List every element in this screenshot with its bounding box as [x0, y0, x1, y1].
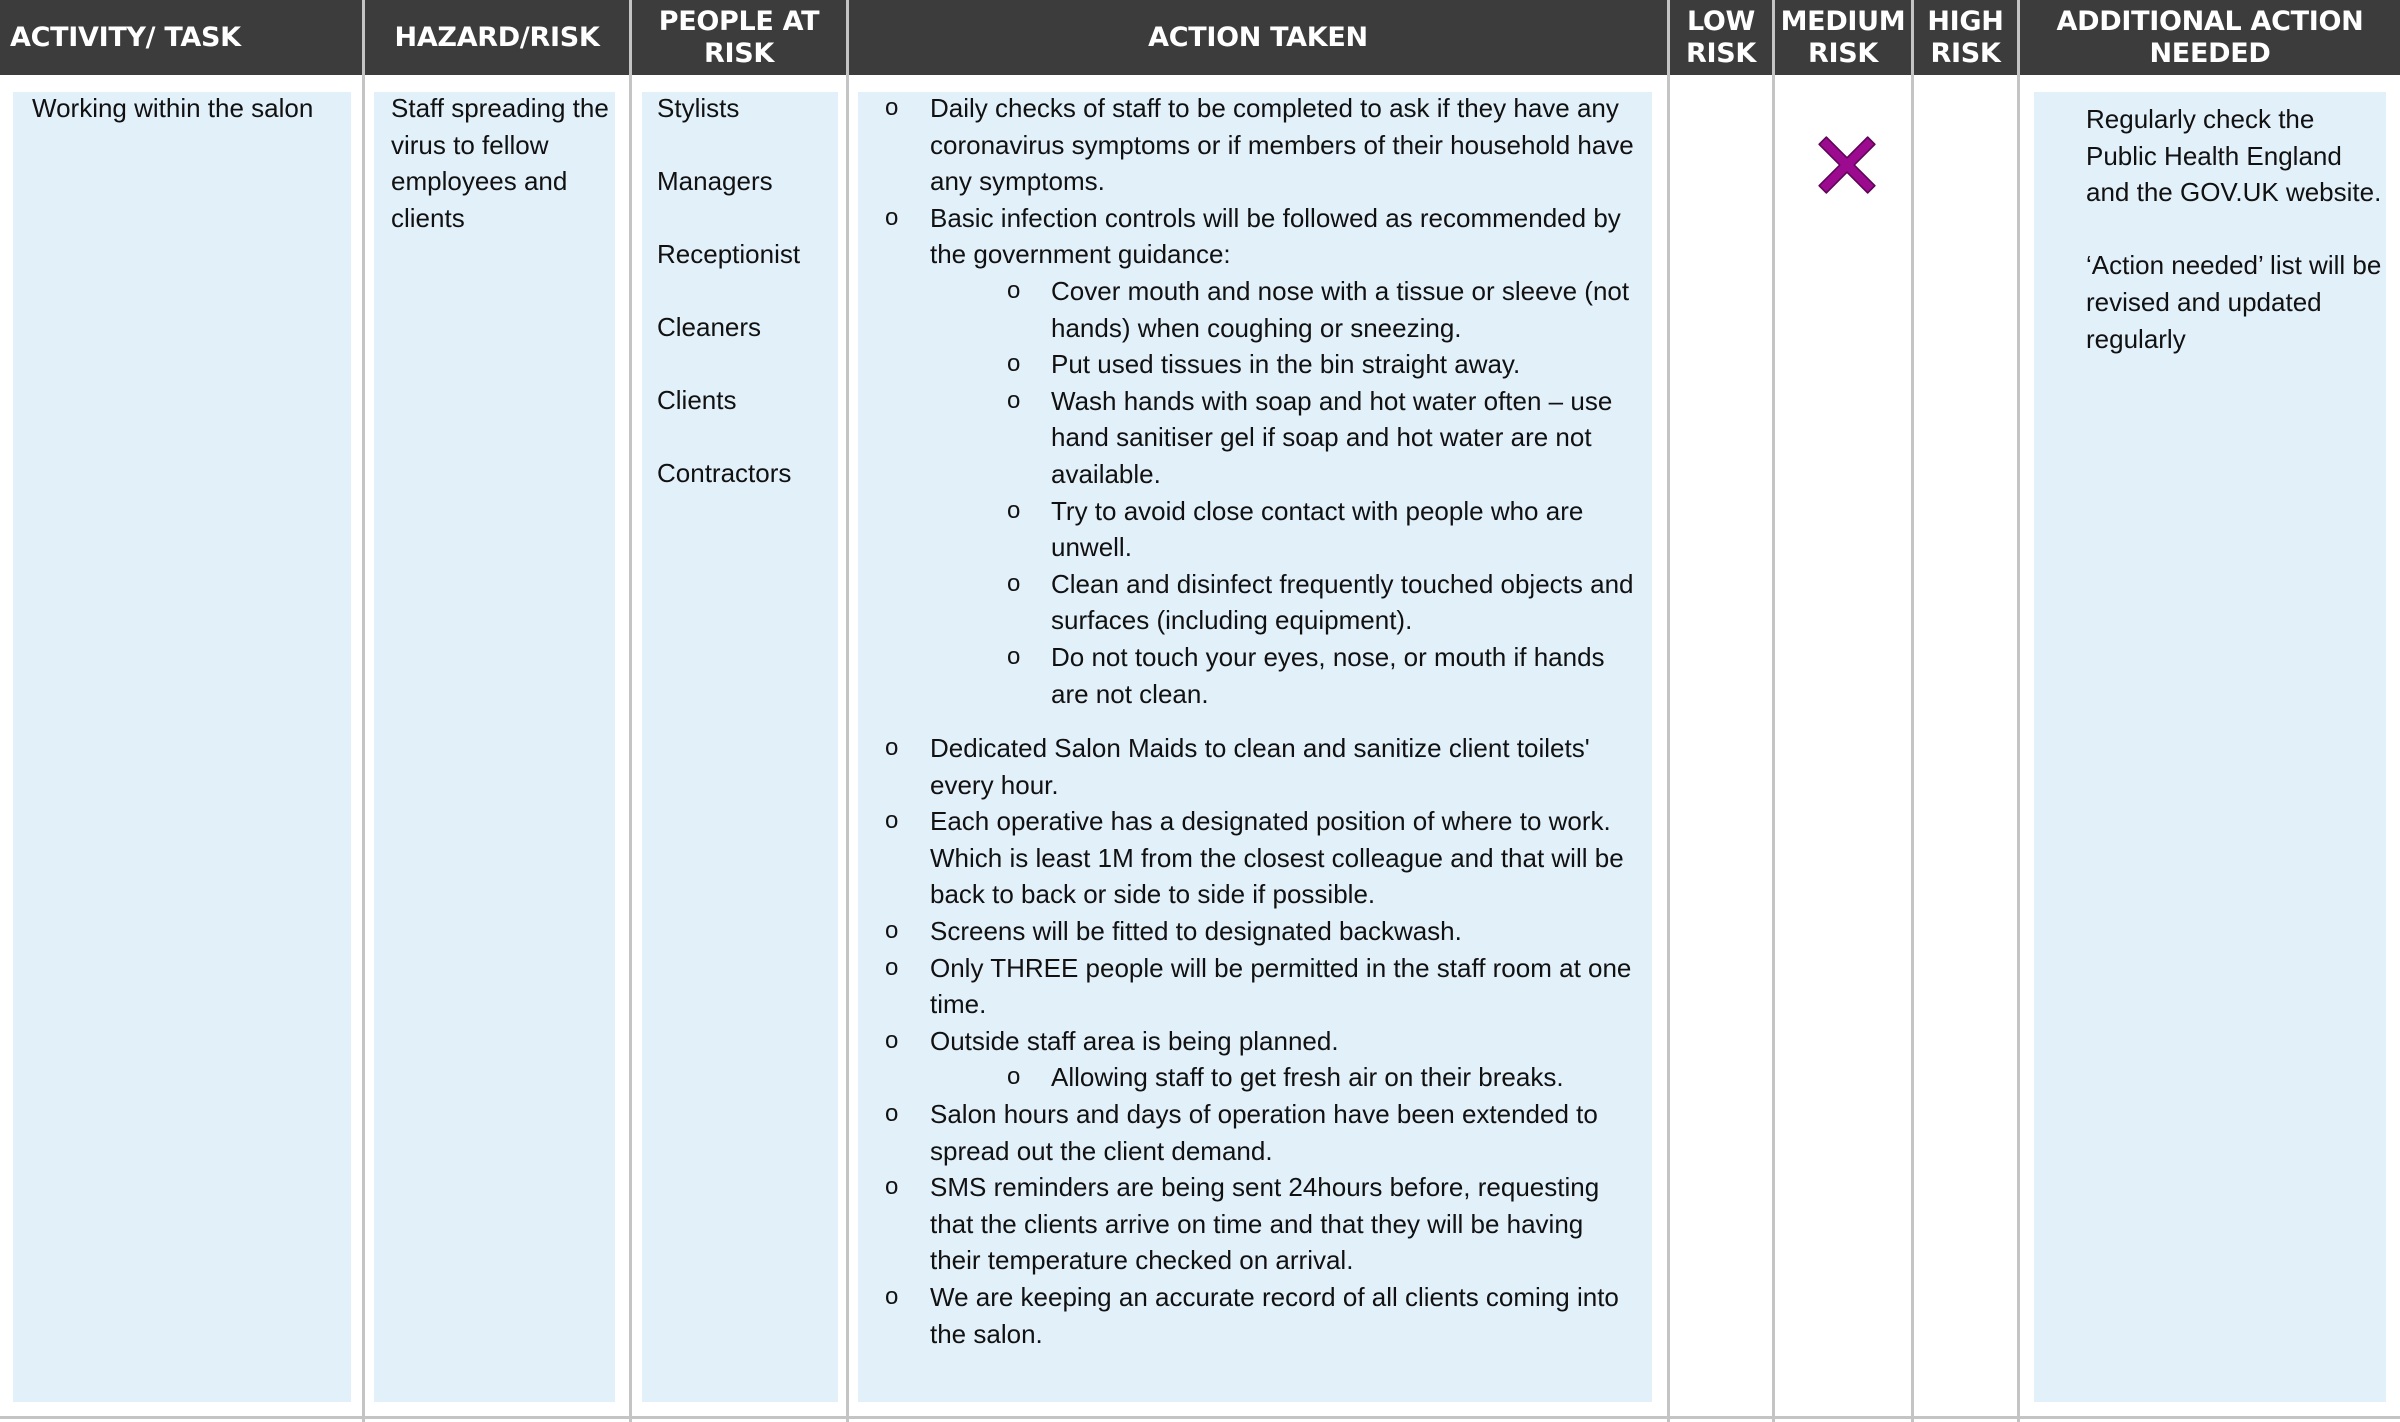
action-subtext: Do not touch your eyes, nose, or mouth if hands are not clean.: [1051, 641, 1605, 709]
header-hazard: [365, 0, 629, 75]
header-high-line1: HIGH: [1927, 5, 2004, 37]
action-subtext: Cover mouth and nose with a tissue or sleeve (not hands) when coughing or sneezing.: [1051, 275, 1630, 343]
action-item: [885, 950, 1635, 1023]
action-subitem: [1007, 383, 1635, 493]
action-item: [885, 1279, 1635, 1352]
header-low-line2: RISK: [1685, 37, 1756, 69]
column-divider: [1667, 0, 1670, 1422]
bullet-icon: o: [885, 1026, 899, 1054]
bullet-icon: o: [885, 94, 899, 121]
cross-mark-shape: [1819, 137, 1875, 193]
column-divider: [2017, 0, 2020, 1422]
action-subtext: Try to avoid close contact with people who are unwell.: [1051, 495, 1584, 563]
header-action-label: ACTION TAKEN: [1148, 21, 1368, 53]
action-text: SMS reminders are being sent 24hours before, requesting that the clients arrive on time and that they will be having their temperature checked on arrival.: [930, 1172, 1600, 1276]
action-text: Dedicated Salon Maids to clean and sanitize client toilets' every hour.: [930, 733, 1590, 800]
action-text: Basic infection controls will be followed as recommended by the government guidance:: [930, 202, 1621, 270]
column-divider: [629, 0, 632, 1422]
header-additional-line1: ADDITIONAL ACTION: [2056, 5, 2364, 37]
action-item: [885, 200, 1635, 273]
activity-cell: [13, 92, 351, 1402]
column-divider: [1911, 0, 1914, 1422]
bullet-icon: o: [1007, 496, 1021, 524]
header-hazard-label: HAZARD/RISK: [394, 21, 600, 53]
action-subtext: Wash hands with soap and hot water often – use hand sanitiser gel if soap and hot water are not available.: [1051, 385, 1613, 489]
people-item: Contractors: [657, 458, 792, 488]
bullet-icon: o: [885, 203, 899, 231]
action-item: [885, 913, 1635, 950]
bullet-icon: o: [1007, 1063, 1021, 1091]
action-sublist: [885, 1059, 1635, 1096]
action-subitem: [1007, 639, 1635, 712]
action-subitem: [1007, 273, 1635, 346]
people-item: Cleaners: [657, 312, 762, 342]
bullet-icon: o: [885, 1100, 899, 1128]
action-item: [885, 730, 1635, 803]
action-subtext: Clean and disinfect frequently touched objects and surfaces (including equipment).: [1051, 568, 1634, 636]
additional-paragraph: ‘Action needed’ list will be revised and updated regularly: [2086, 250, 2382, 354]
bullet-icon: o: [885, 807, 899, 835]
action-text: Daily checks of staff to be completed to ask if they have any coronavirus symptoms or if members of their household have any symptoms.: [930, 93, 1634, 197]
header-activity: [0, 0, 372, 75]
bullet-icon: o: [885, 1283, 899, 1310]
header-people: [632, 0, 846, 75]
action-item: [885, 803, 1635, 913]
bullet-icon: o: [885, 953, 899, 981]
header-low-risk: [1670, 0, 1772, 75]
action-text: Each operative has a designated position of where to work. Which is least 1M from the closest colleague and that will be back to back or side to side if possible.: [930, 806, 1624, 910]
column-divider: [1772, 0, 1775, 1422]
action-list: [885, 90, 1635, 1352]
action-text: Only THREE people will be permitted in the staff room at one time.: [930, 952, 1632, 1020]
header-action: [849, 0, 1667, 75]
action-text: Outside staff area is being planned.: [930, 1025, 1339, 1056]
list-gap: [885, 712, 1635, 730]
header-activity-label: ACTIVITY/ TASK: [10, 21, 241, 53]
header-low-line1: LOW: [1686, 5, 1756, 37]
action-item: [885, 1169, 1635, 1279]
hazard-text: Staff spreading the virus to fellow employees and clients: [391, 93, 609, 233]
additional-text: [2086, 101, 2386, 357]
bullet-icon: o: [1007, 276, 1021, 304]
bullet-icon: o: [885, 917, 899, 945]
header-medium-line2: RISK: [1807, 37, 1878, 69]
bullet-icon: o: [1007, 386, 1021, 414]
action-sublist: [885, 273, 1635, 712]
people-item: Clients: [657, 385, 737, 415]
header-high-line2: RISK: [1930, 37, 2001, 69]
action-item: [885, 1023, 1635, 1060]
people-list: [657, 90, 847, 528]
action-subtext: Put used tissues in the bin straight away.: [1051, 349, 1521, 380]
header-high-risk: [1914, 0, 2017, 75]
people-item: Receptionist: [657, 239, 801, 269]
header-people-line2: RISK: [703, 37, 774, 69]
bullet-icon: o: [1007, 569, 1021, 597]
header-people-line1: PEOPLE AT: [658, 5, 820, 37]
action-subtext: Allowing staff to get fresh air on their breaks.: [1051, 1062, 1564, 1093]
table-bottom-border: [0, 1416, 2400, 1419]
header-additional-line2: NEEDED: [2149, 37, 2271, 69]
action-text: We are keeping an accurate record of all clients coming into the salon.: [930, 1282, 1619, 1349]
column-divider: [362, 0, 365, 1422]
action-text: Salon hours and days of operation have been extended to spread out the client demand.: [930, 1099, 1598, 1166]
bullet-icon: o: [1007, 642, 1021, 670]
action-subitem: [1007, 493, 1635, 566]
bullet-icon: o: [885, 1173, 899, 1201]
people-item: Stylists: [657, 93, 740, 123]
action-subitem: [1007, 566, 1635, 639]
hazard-cell: [374, 92, 615, 1402]
action-text: Screens will be fitted to designated backwash.: [930, 916, 1462, 947]
header-medium-risk: [1775, 0, 1911, 75]
table-header: [0, 0, 2400, 75]
people-item: Managers: [657, 166, 773, 196]
action-subitem: [1007, 346, 1635, 383]
action-subitem: [1007, 1059, 1635, 1096]
cross-mark-icon: [1816, 134, 1878, 196]
bullet-icon: o: [885, 734, 899, 762]
header-additional: [2020, 0, 2400, 75]
action-item: [885, 90, 1635, 200]
additional-paragraph: Regularly check the Public Health England and the GOV.UK website.: [2086, 104, 2382, 208]
activity-text: Working within the salon: [32, 93, 314, 123]
header-medium-line1: MEDIUM: [1780, 5, 1906, 37]
bullet-icon: o: [1007, 350, 1021, 378]
action-item: [885, 1096, 1635, 1169]
